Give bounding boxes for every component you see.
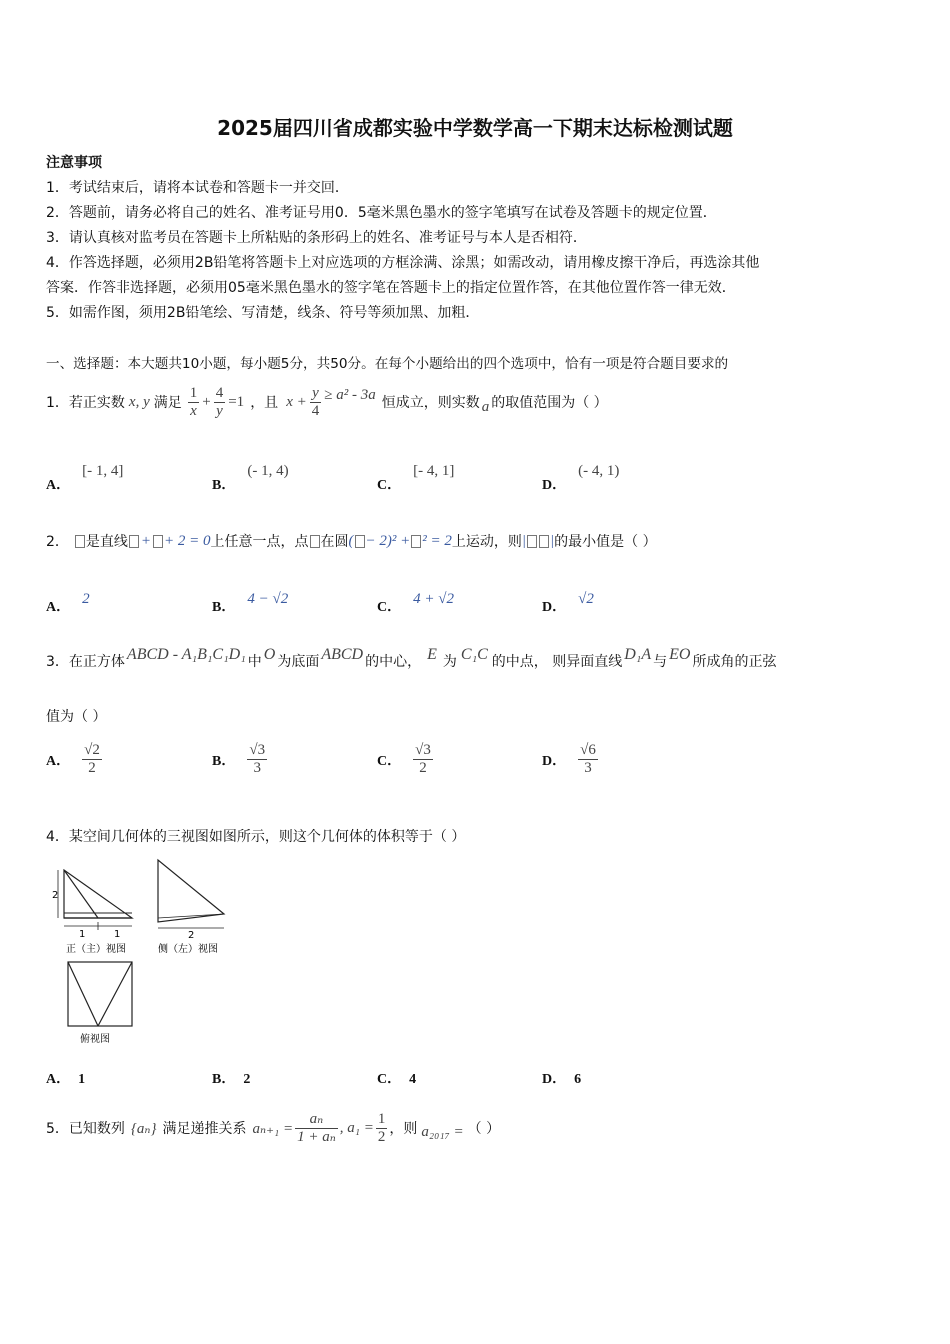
question-1 <box>46 380 608 424</box>
placeholder-box-icon <box>539 535 549 548</box>
q1-option-b[interactable]: B．(- 1, 4) <box>212 463 289 493</box>
q2-text-5: 的最小值是（ ） <box>554 534 657 550</box>
q3-text-2: 中 <box>247 654 262 670</box>
q3-d1a: D₁A <box>624 646 652 663</box>
q2-number: 2． <box>46 534 69 550</box>
placeholder-box-icon <box>310 535 320 548</box>
q1-avar: a <box>481 398 490 415</box>
q1-ineq-a: x + <box>286 393 307 410</box>
q3-eo: EO <box>669 646 691 663</box>
q2-text-1: 是直线 <box>85 534 128 550</box>
q2-circle-b: − 2)² + <box>365 532 411 549</box>
notice-item-5: 5．如需作图，须用2B铅笔绘、写清楚，线条、符号等须加黑、加粗． <box>46 305 480 321</box>
q3-base: ABCD <box>321 646 364 663</box>
q5-text-2: 满足递推关系 <box>162 1121 247 1137</box>
q2-text-4: 上运动，则 <box>451 534 522 550</box>
q4-option-b[interactable]: B． 2 <box>212 1072 251 1087</box>
q3-cube: ABCD - A₁B₁C₁D₁ <box>126 646 246 663</box>
q5-text-3: ，则 <box>389 1121 418 1137</box>
q1-text-3: ，且 <box>250 395 279 411</box>
placeholder-box-icon <box>129 535 139 548</box>
q3-text-3: 为底面 <box>277 654 320 670</box>
q5-text-4: （ ） <box>467 1121 501 1137</box>
placeholder-box-icon <box>75 535 85 548</box>
q1-ineq-b: ≥ a² - 3a <box>324 386 376 403</box>
q1-option-c[interactable]: C．[- 4, 1] <box>377 463 455 493</box>
question-4: 4．某空间几何体的三视图如图所示，则这个几何体的体积等于（ ） <box>46 829 466 845</box>
notice-item-3: 3．请认真核对监考员在答题卡上所粘贴的条形码上的姓名、准考证号与本人是否相符． <box>46 230 587 246</box>
q2-option-a[interactable]: A．2 <box>46 591 90 615</box>
q5-rhs: a₂₀₁₇ = <box>421 1123 464 1140</box>
side-view <box>158 860 224 928</box>
q3-text-8: 所成角的正弦 <box>692 654 777 670</box>
question-2 <box>46 530 657 552</box>
q2-line-eq: + 2 = 0 <box>164 532 211 549</box>
three-view-figure <box>46 852 246 1048</box>
q2-text-2: 上任意一点，点 <box>210 534 309 550</box>
q3-option-a[interactable]: A． $\frac{√2}{2}$ <box>46 742 100 776</box>
q2-plus: + <box>140 532 152 549</box>
question-3 <box>46 646 776 676</box>
q5-lhs: aₙ₊₁ = <box>252 1120 294 1137</box>
q3-text-4: 的中心， <box>365 654 422 670</box>
q3-option-c[interactable]: C． $\frac{√3}{2}$ <box>377 742 431 776</box>
front-height-label: 2 <box>52 890 59 901</box>
q1-frac-2: $\frac{4}{y}$ <box>215 384 224 419</box>
q1-option-d[interactable]: D．(- 4, 1) <box>542 463 620 493</box>
q2-option-d[interactable]: D．√2 <box>542 591 594 615</box>
q3-o: O <box>263 646 276 663</box>
placeholder-box-icon <box>411 535 421 548</box>
notice-item-4: 4．作答选择题，必须用2B铅笔将答题卡上对应选项的方框涂满、涂黑；如需改动，请用橡皮擦干净后，再选涂其他 <box>46 255 760 271</box>
notice-item-1: 1．考试结束后，请将本试卷和答题卡一并交回． <box>46 180 349 196</box>
abs-bar-icon: | <box>521 532 527 549</box>
abs-bar-icon: | <box>550 532 555 549</box>
q5-text-1: 已知数列 <box>68 1121 125 1137</box>
placeholder-box-icon <box>355 535 365 548</box>
notice-heading: 注意事项 <box>46 155 102 171</box>
side-width-label: 2 <box>188 930 195 941</box>
q2-text-3: 在圆 <box>320 534 349 550</box>
q2-circle-a: ( <box>348 532 354 549</box>
q3-text-6: 的中点， 则异面直线 <box>491 654 623 670</box>
placeholder-box-icon <box>527 535 537 548</box>
top-view <box>68 962 132 1026</box>
q5-number: 5． <box>46 1121 69 1137</box>
q1-eq: =1 <box>228 393 245 410</box>
q3-text-1: 在正方体 <box>68 654 125 670</box>
front-width-label-1: 1 <box>79 929 86 940</box>
q1-text-2: 满足 <box>153 395 182 411</box>
q1-text-1: 若正实数 <box>68 395 125 411</box>
q1-text-5: 的取值范围为（ ） <box>491 395 608 411</box>
front-view <box>58 870 132 930</box>
q4-option-d[interactable]: D． 6 <box>542 1072 582 1087</box>
q3-text-9: 值为（ ） <box>46 709 107 725</box>
q1-vars: x, y <box>128 393 150 410</box>
q3-text-5: 为 <box>442 654 457 670</box>
q5-seq: {aₙ} <box>130 1120 157 1137</box>
q3-text-7: 与 <box>653 654 668 670</box>
q2-option-b[interactable]: B．4 − √2 <box>212 591 289 615</box>
q2-option-c[interactable]: C．4 + √2 <box>377 591 454 615</box>
q3-option-b[interactable]: B． $\frac{√3}{3}$ <box>212 742 266 776</box>
q4-option-c[interactable]: C． 4 <box>377 1072 417 1087</box>
front-view-label: 正（主）视图 <box>66 944 126 955</box>
q1-option-a[interactable]: A．[- 1, 4] <box>46 463 124 493</box>
side-view-label: 侧（左）视图 <box>158 944 218 955</box>
placeholder-box-icon <box>153 535 163 548</box>
q1-text-4: 恒成立，则实数 <box>381 395 480 411</box>
page-title: 2025届四川省成都实验中学数学高一下期末达标检测试题 <box>217 116 733 140</box>
q5-frac-1: $\frac{\text{aₙ}}{\text{1 + aₙ}}$ <box>297 1110 336 1145</box>
front-width-label-2: 1 <box>114 929 121 940</box>
q1-plus: + <box>202 393 211 410</box>
section-heading: 一、选择题：本大题共10小题，每小题5分，共50分。在每个小题给出的四个选项中，恰有一项是符合题目要求的 <box>46 356 729 372</box>
q1-number: 1． <box>46 395 69 411</box>
q3-option-d[interactable]: D． $\frac{√6}{3}$ <box>542 742 596 776</box>
q3-c1c: C₁C <box>460 646 488 663</box>
question-5 <box>46 1102 500 1154</box>
q1-frac-3: $\frac{y}{4}$ <box>311 384 320 419</box>
q1-frac-1: $\frac{1}{x}$ <box>189 384 198 419</box>
q3-number: 3． <box>46 654 69 670</box>
notice-item-4-cont: 答案．作答非选择题，必须用05毫米黑色墨水的签字笔在答题卡上的指定位置作答，在其他位置作答一律无效． <box>46 280 736 296</box>
q3-e: E <box>427 646 437 663</box>
q4-option-a[interactable]: A． 1 <box>46 1072 86 1087</box>
notice-item-2: 2．答题前，请务必将自己的姓名、准考证号用0．5毫米黑色墨水的签字笔填写在试卷及答题卡的规定位置． <box>46 205 717 221</box>
top-view-label: 俯视图 <box>80 1034 110 1045</box>
q5-frac-2: $\frac{1}{2}$ <box>377 1110 386 1145</box>
q2-circle-c: ² = 2 <box>422 532 452 549</box>
q5-mid: , a₁ = <box>339 1119 374 1136</box>
